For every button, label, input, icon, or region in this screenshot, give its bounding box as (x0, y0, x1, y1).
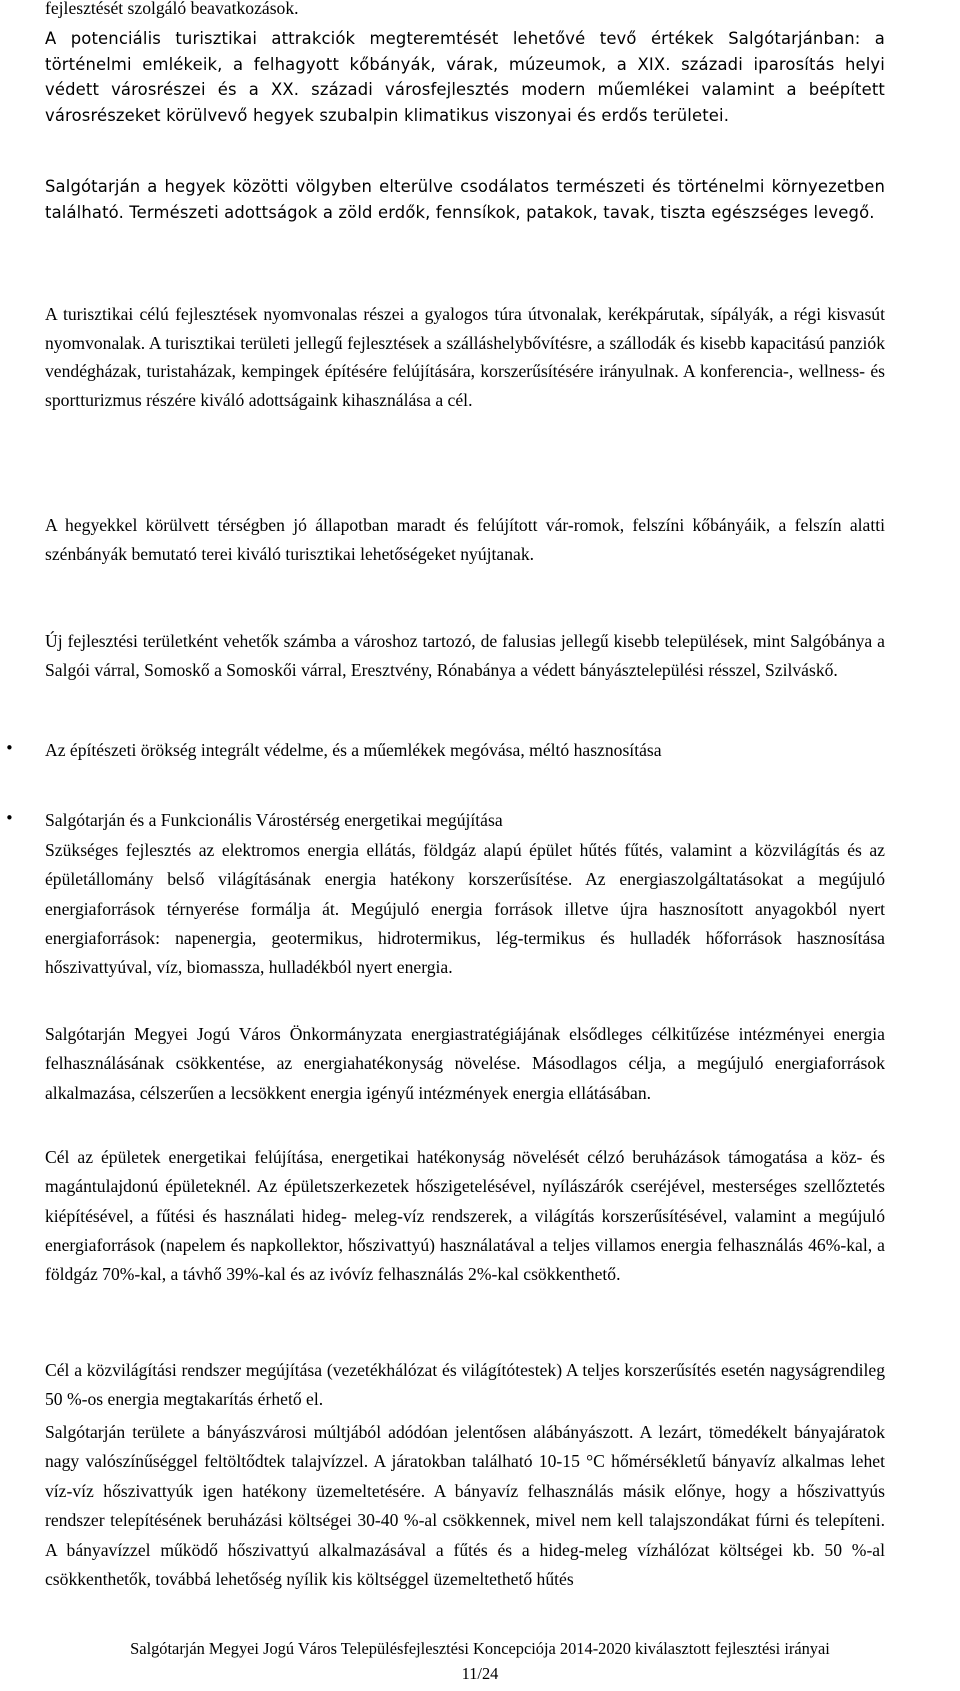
paragraph-energy-strategy: Salgótarján Megyei Jogú Város Önkormányzata energiastratégiájának elsődleges célkitűzése intézményei energia felhasználásának csökkentése, az energiahatékonyság növelése. Másodlagos célja, a megújuló energiaforrások alkalmazása, célszerűen a lecsökkent energia igényű intézmények energia ellátásában. (45, 1024, 885, 1103)
footer-title: Salgótarján Megyei Jogú Város Településfejlesztési Koncepciója 2014-2020 kiválasztott fejlesztési irányai (130, 1639, 830, 1658)
paragraph-natural-environment: Salgótarján a hegyek közötti völgyben elterülve csodálatos természeti és történelmi környezetben található. Természeti adottságok a zöld erdők, fennsíkok, patakok, tavak, tiszta egészséges levegő. (45, 177, 885, 222)
paragraph-tourism-attractions: A potenciális turisztikai attrakciók megteremtését lehetővé tevő értékek Salgótarjánban: a történelmi emlékeik, a felhagyott kőbányák, várak, múzeumok, a XIX. századi iparosítás helyi védett városrészei és a XX. századi városfejlesztés modern műemlékei valamint a beépített városrészeket körülvevő hegyek szubalpin klimatikus viszonyai és erdős területei. (45, 29, 885, 125)
bullet-text: Salgótarján és a Funkcionális Várostérség energetikai megújítása (45, 810, 503, 830)
bullet-icon: • (5, 739, 14, 757)
bullet-icon: • (5, 809, 14, 827)
bullet-text: Az építészeti örökség integrált védelme, és a műemlékek megóvása, méltó hasznosítása (45, 740, 662, 760)
paragraph-building-renovation: Cél az épületek energetikai felújítása, energetikai hatékonyság növelését célzó beruházások támogatása a köz- és magántulajdonú épületeknél. Az épületszerkezetek hőszigetelésével, nyílászárók cseréjével, mesterséges szellőztetés kiépítésével, a fűtési és használati hideg- meleg-víz rendszerek, a világítás korszerűsítésével, valamint a megújuló energiaforrások (napelem és napkollektor, hőszivattyú) használatával a teljes villamos energia felhasználás 46%-kal, a földgáz 70%-kal, a távhő 39%-kal és az ivóvíz felhasználás 2%-kal csökkenthető. (45, 1147, 885, 1285)
page-number: 11/24 (461, 1664, 499, 1683)
paragraph-tourism-developments: A turisztikai célú fejlesztések nyomvonalas részei a gyalogos túra útvonalak, kerékpárutak, sípályák, a régi kisvasút nyomvonalak. A turisztikai területi jellegű fejlesztések a szálláshelybővítésre, a szállodák és kisebb kapacitású panziók vendégházak, turistaházak, kempingek építésére felújítására, korszerűsítésére irányulnak. A konferencia-, wellness- és sportturizmus részére kiváló adottságaink kihasználása a cél. (45, 304, 885, 410)
paragraph-mine-water: Salgótarján területe a bányászvárosi múltjából adódóan jelentősen alábányászott. A lezárt, tömedékelt bányajáratok nagy valószínűséggel feltöltődtek talajvízzel. A járatokban található 10-15 °C hőmérsékletű bányavíz alkalmas lehet víz-víz hőszivattyúk igen hatékony üzemeltetésére. A bányavíz felhasználás másik előnye, hogy a hőszivattyús rendszer telepítésének beruházási költségei 30-40 %-al csökkennek, mivel nem kell talajszondákat fúrni és telepíteni. A bányavízzel működő hőszivattyú alkalmazásával a fűtés és a hideg-meleg vízhálózat költségei kb. 50 %-al csökkenthetők, továbbá lehetőség nyílik kis költséggel üzemeltethető hűtés (45, 1422, 885, 1590)
paragraph-new-development-areas: Új fejlesztési területként vehetők számba a városhoz tartozó, de falusias jellegű kisebb települések, mint Salgóbánya a Salgói várral, Somoskő a Somoskői várral, Eresztvény, Rónabánya a védett bányásztelepülési résszel, Szilváskő. (45, 631, 885, 680)
paragraph-intro-fragment: fejlesztését szolgáló beavatkozások. (45, 0, 299, 18)
paragraph-castle-ruins: A hegyekkel körülvett térségben jó állapotban maradt és felújított vár-romok, felszíni kőbányáik, a felszín alatti szénbányák bemutató terei kiváló turisztikai lehetőségeket nyújtanak. (45, 515, 885, 564)
paragraph-public-lighting: Cél a közvilágítási rendszer megújítása (vezetékhálózat és világítótestek) A teljes korszerűsítés esetén nagyságrendileg 50 %-os energia megtakarítás érhető el. (45, 1360, 885, 1410)
paragraph-energy-needs: Szükséges fejlesztés az elektromos energia ellátás, földgáz alapú épület hűtés fűtés, valamint a közvilágítás és az épületállomány belső világításának energia hatékony korszerűsítése. Az energiaszolgáltatásokat a megújuló energiaforrások térnyerése formálja át. Megújuló energia források illetve újra hasznosított anyagokból nyert energiaforrások: napenergia, geotermikus, hidrotermikus, lég-termikus és hulladék hőforrások hasznosítása hőszivattyúval, víz, biomassza, hulladékból nyert energia. (45, 840, 885, 978)
